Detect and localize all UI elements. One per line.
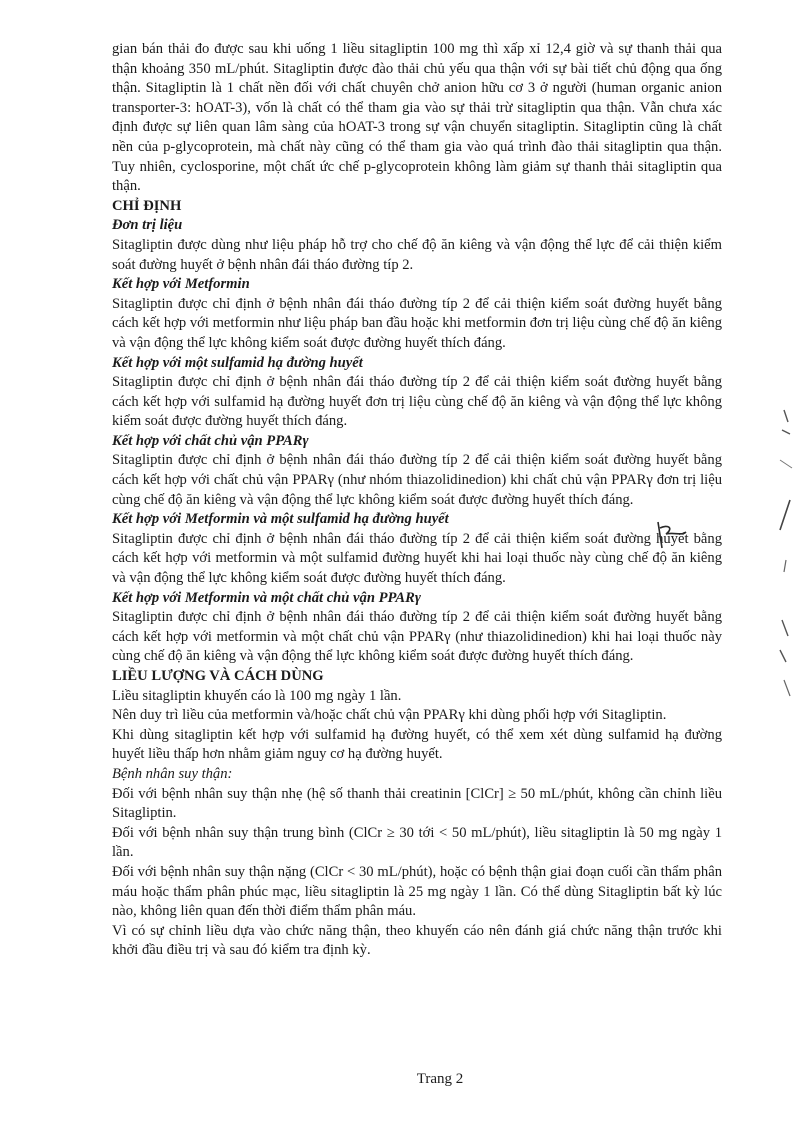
paragraph-renal-moderate: Đối với bệnh nhân suy thận trung bình (ClCr ≥ 30 tới < 50 mL/phút), liều sitagliptin là 50 mg ngày 1 lần.	[112, 824, 722, 861]
subheading-metformin-ppar: Kết hợp với Metformin và một chất chủ vận PPARγ	[112, 589, 421, 606]
section-heading-chi-dinh: CHỈ ĐỊNH	[112, 197, 182, 214]
subheading-don-tri-lieu: Đơn trị liệu	[112, 217, 183, 234]
paragraph-renal-monitoring: Vì có sự chỉnh liều dựa vào chức năng thận, theo khuyến cáo nên đánh giá chức năng thận trước khi khởi đầu điều trị và sau đó kiểm tra định kỳ.	[112, 922, 722, 959]
handwritten-initial	[652, 518, 692, 552]
paragraph-sulfamid: Sitagliptin được chỉ định ở bệnh nhân đái tháo đường típ 2 để cải thiện kiểm soát đường huyết bằng cách kết hợp với sulfamid hạ đường huyết đơn trị liệu cùng chế độ ăn kiêng và vận động thể lực không kiểm soát được đường huyết thích đáng.	[112, 374, 722, 430]
subheading-renal: Bệnh nhân suy thận:	[112, 765, 233, 782]
subheading-metformin-sulfamid: Kết hợp với Metformin và một sulfamid hạ đường huyết	[112, 511, 449, 528]
paragraph-maintain-dose: Nên duy trì liều của metformin và/hoặc chất chủ vận PPARγ khi dùng phối hợp với Sitagliptin.	[112, 707, 667, 724]
paragraph-recommended-dose: Liều sitagliptin khuyến cáo là 100 mg ngày 1 lần.	[112, 687, 402, 704]
scan-edge-marks	[770, 400, 798, 720]
paragraph-metformin: Sitagliptin được chỉ định ở bệnh nhân đái tháo đường típ 2 để cải thiện kiểm soát đường huyết bằng cách kết hợp với metformin như liệu pháp ban đầu hoặc khi metformin đơn trị liệu cùng chế độ ăn kiêng và vận động thể lực không kiểm soát được đường huyết thích đáng.	[112, 295, 722, 351]
paragraph-sulfamid-dose: Khi dùng sitagliptin kết hợp với sulfamid hạ đường huyết, có thể xem xét dùng sulfamid hạ đường huyết liều thấp hơn nhằm giảm nguy cơ hạ đường huyết.	[112, 726, 722, 763]
page-number: Trang 2	[416, 1071, 464, 1087]
paragraph-don-tri-lieu: Sitagliptin được dùng như liệu pháp hỗ trợ cho chế độ ăn kiêng và vận động thể lực để cải thiện kiểm soát đường huyết ở bệnh nhân đái tháo đường típ 2.	[112, 236, 722, 273]
paragraph-ppar: Sitagliptin được chỉ định ở bệnh nhân đái tháo đường típ 2 để cải thiện kiểm soát đường huyết bằng cách kết hợp với chất chủ vận PPARγ (như nhóm thiazolidinedion) khi chất chủ vận PPARγ đơn trị liệu cùng chế độ ăn kiêng và vận động thể lực không kiểm soát được đường huyết thích đáng.	[112, 452, 722, 508]
paragraph-metformin-ppar: Sitagliptin được chỉ định ở bệnh nhân đái tháo đường típ 2 để cải thiện kiểm soát đường huyết bằng cách kết hợp với metformin và một chất chủ vận PPARγ (như thiazolidinedion) khi hai loại thuốc này cùng chế độ ăn kiêng và vận động thể lực không kiểm soát được đường huyết thích đáng.	[112, 609, 722, 665]
subheading-metformin: Kết hợp với Metformin	[112, 276, 250, 293]
intro-paragraph: gian bán thải đo được sau khi uống 1 liều sitagliptin 100 mg thì xấp xỉ 12,4 giờ và sự thanh thải qua thận khoảng 350 mL/phút. Sitagliptin được đào thải chủ yếu qua thận với sự bài tiết chủ động qua ống thận. Sitagliptin là 1 chất nền đối với chất chuyên chở anion hữu cơ 3 ở người (human organic anion transporter-3: hOAT-3), vốn là chất có thể tham gia vào sự thải trừ sitagliptin qua thận. Vẫn chưa xác định được sự liên quan lâm sàng của hOAT-3 trong sự vận chuyển sitagliptin. Sitagliptin cũng là chất nền của p-glycoprotein, mà chất này cũng có thể tham gia vào quá trình đào thải sitagliptin qua thận. Tuy nhiên, cyclosporine, một chất ức chế p-glycoprotein không làm giảm sự thanh thải sitagliptin qua thận.	[112, 41, 722, 195]
subheading-ppar: Kết hợp với chất chủ vận PPARγ	[112, 432, 309, 449]
section-heading-lieu-luong: LIỀU LƯỢNG VÀ CÁCH DÙNG	[112, 668, 324, 684]
document-body	[112, 40, 722, 961]
paragraph-renal-severe: Đối với bệnh nhân suy thận nặng (ClCr < 30 mL/phút), hoặc có bệnh thận giai đoạn cuối cần thẩm phân máu hoặc thẩm phân phúc mạc, liều sitagliptin là 25 mg ngày 1 lần. Có thể dùng Sitagliptin bất kỳ lúc nào, không liên quan đến thời điểm thẩm phân máu.	[112, 863, 722, 920]
paragraph-renal-mild: Đối với bệnh nhân suy thận nhẹ (hệ số thanh thải creatinin [ClCr] ≥ 50 mL/phút, không cần chỉnh liều Sitagliptin.	[112, 785, 722, 822]
subheading-sulfamid: Kết hợp với một sulfamid hạ đường huyết	[112, 354, 363, 371]
paragraph-metformin-sulfamid: Sitagliptin được chỉ định ở bệnh nhân đái tháo đường típ 2 để cải thiện kiểm soát đường huyết bằng cách kết hợp với metformin và một sulfamid đường huyết khi hai loại thuốc này cùng chế độ ăn kiêng và vận động thể lực không kiểm soát được đường huyết thích đáng.	[112, 530, 722, 587]
